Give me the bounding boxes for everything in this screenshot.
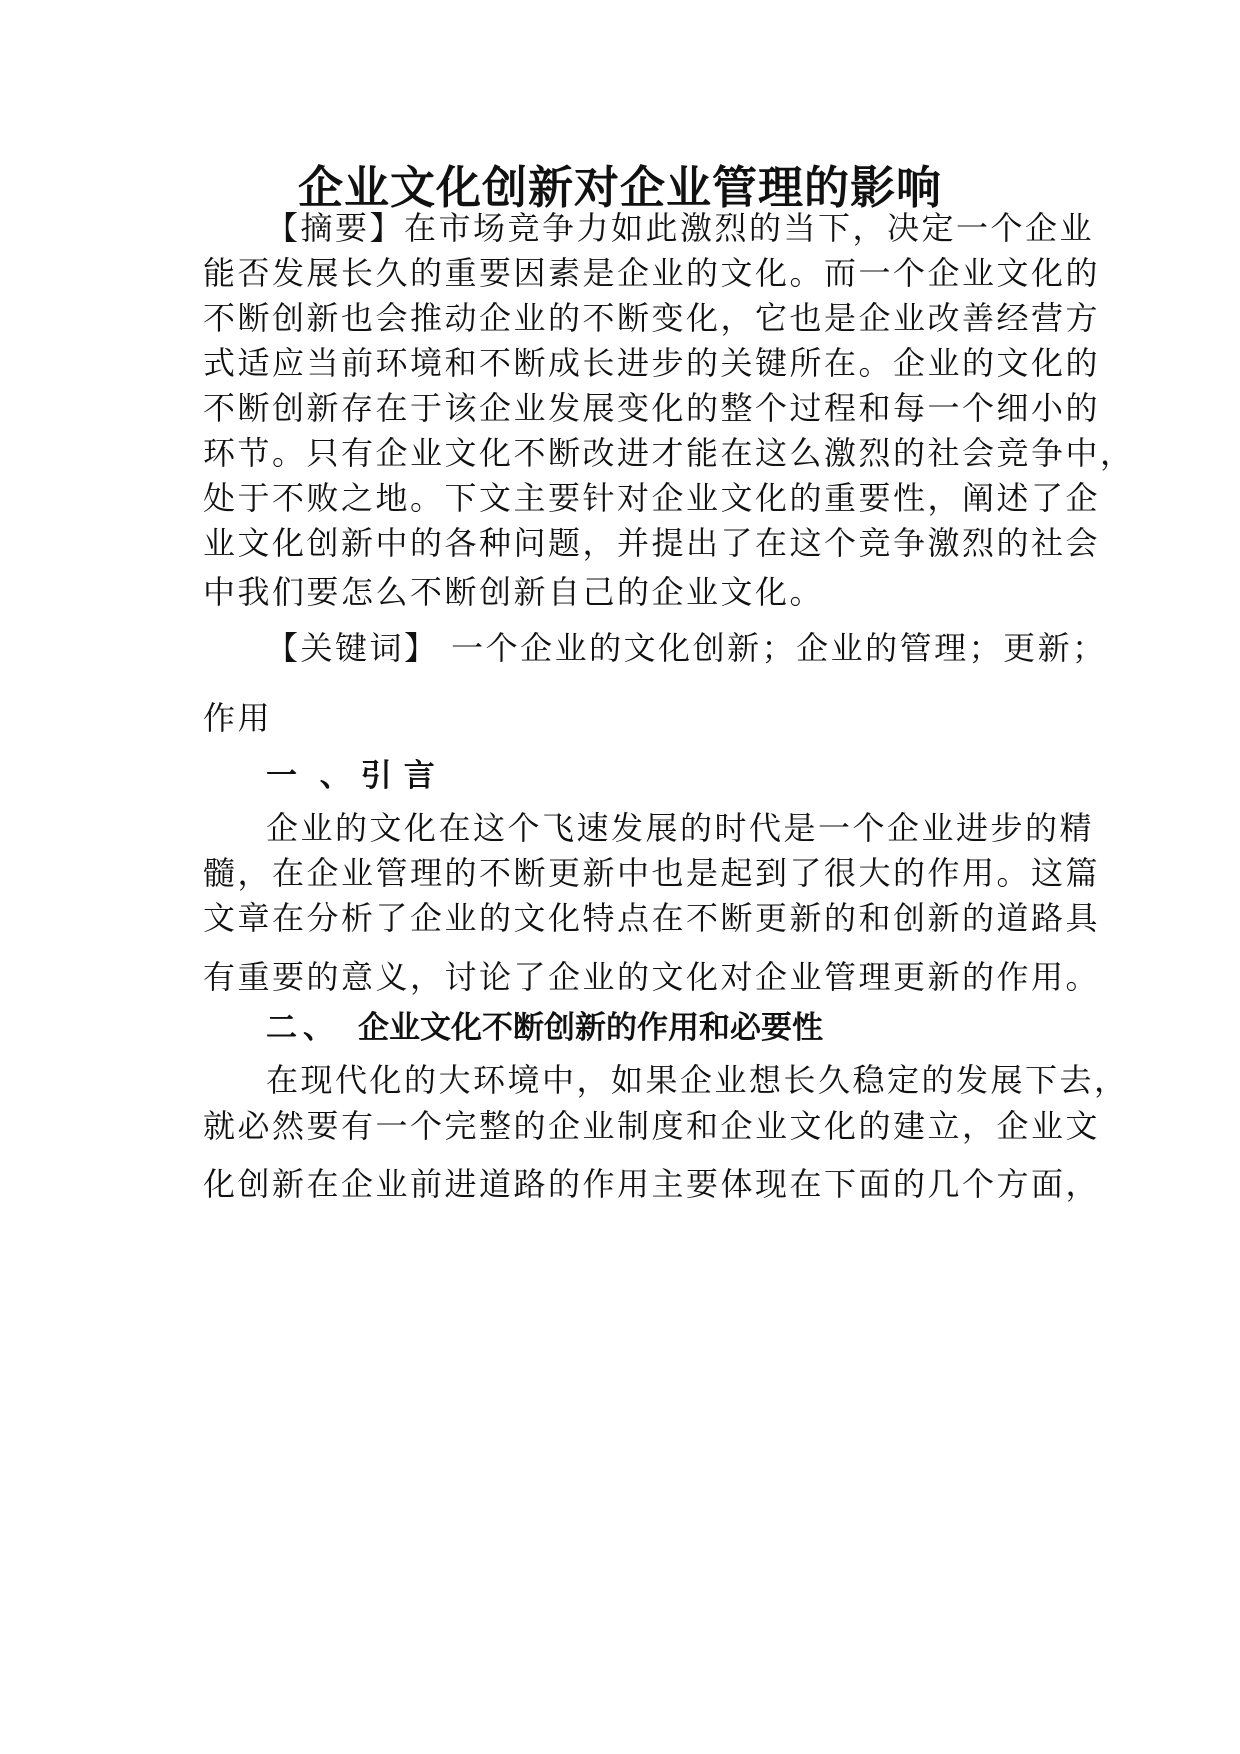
abstract-line: 处于不败之地。下文主要针对企业文化的重要性，阐述了企 <box>203 479 1101 517</box>
section-heading <box>266 1008 1083 1048</box>
paragraph-line: 在现代化的大环境中，如果企业想长久稳定的发展下去， <box>266 1061 1129 1099</box>
abstract-line: 不断创新存在于该企业发展变化的整个过程和每一个细小的 <box>203 389 1101 427</box>
section-heading <box>266 756 1083 796</box>
abstract-line: 【摘要】在市场竞争力如此激烈的当下，决定一个企业 <box>266 209 1095 247</box>
abstract-line: 式适应当前环境和不断成长进步的关键所在。企业的文化的 <box>203 344 1101 382</box>
abstract-line: 业文化创新中的各种问题，并提出了在这个竞争激烈的社会 <box>203 524 1101 562</box>
section-number: 一 、 <box>266 758 357 794</box>
paragraph-line: 化创新在企业前进道路的作用主要体现在下面的几个方面， <box>203 1165 1101 1203</box>
keywords-line: 作用 <box>203 699 273 737</box>
paragraph-line: 髓，在企业管理的不断更新中也是起到了很大的作用。这篇 <box>203 854 1101 892</box>
section-number: 二、 <box>266 1010 340 1046</box>
paragraph-line: 文章在分析了企业的文化特点在不断更新的和创新的道路具 <box>203 899 1101 937</box>
paragraph-line: 有重要的意义，讨论了企业的文化对企业管理更新的作用。 <box>203 958 1101 996</box>
abstract-line: 不断创新也会推动企业的不断变化，它也是企业改善经营方 <box>203 299 1101 337</box>
paragraph-line: 企业的文化在这个飞速发展的时代是一个企业进步的精 <box>266 809 1095 847</box>
abstract-line: 能否发展长久的重要因素是企业的文化。而一个企业文化的 <box>203 254 1101 292</box>
paragraph-line: 就必然要有一个完整的企业制度和企业文化的建立，企业文 <box>203 1107 1101 1145</box>
keywords-line: 【关键词】 一个企业的文化创新；企业的管理；更新； <box>266 629 1107 667</box>
abstract-line: 中我们要怎么不断创新自己的企业文化。 <box>203 573 825 611</box>
section-title: 引言 <box>360 758 447 794</box>
abstract-line: 环节。只有企业文化不断改进才能在这么激烈的社会竞争中， <box>203 434 1135 472</box>
document-title: 企业文化创新对企业管理的影响 <box>297 161 942 214</box>
section-title: 企业文化不断创新的作用和必要性 <box>358 1010 823 1046</box>
